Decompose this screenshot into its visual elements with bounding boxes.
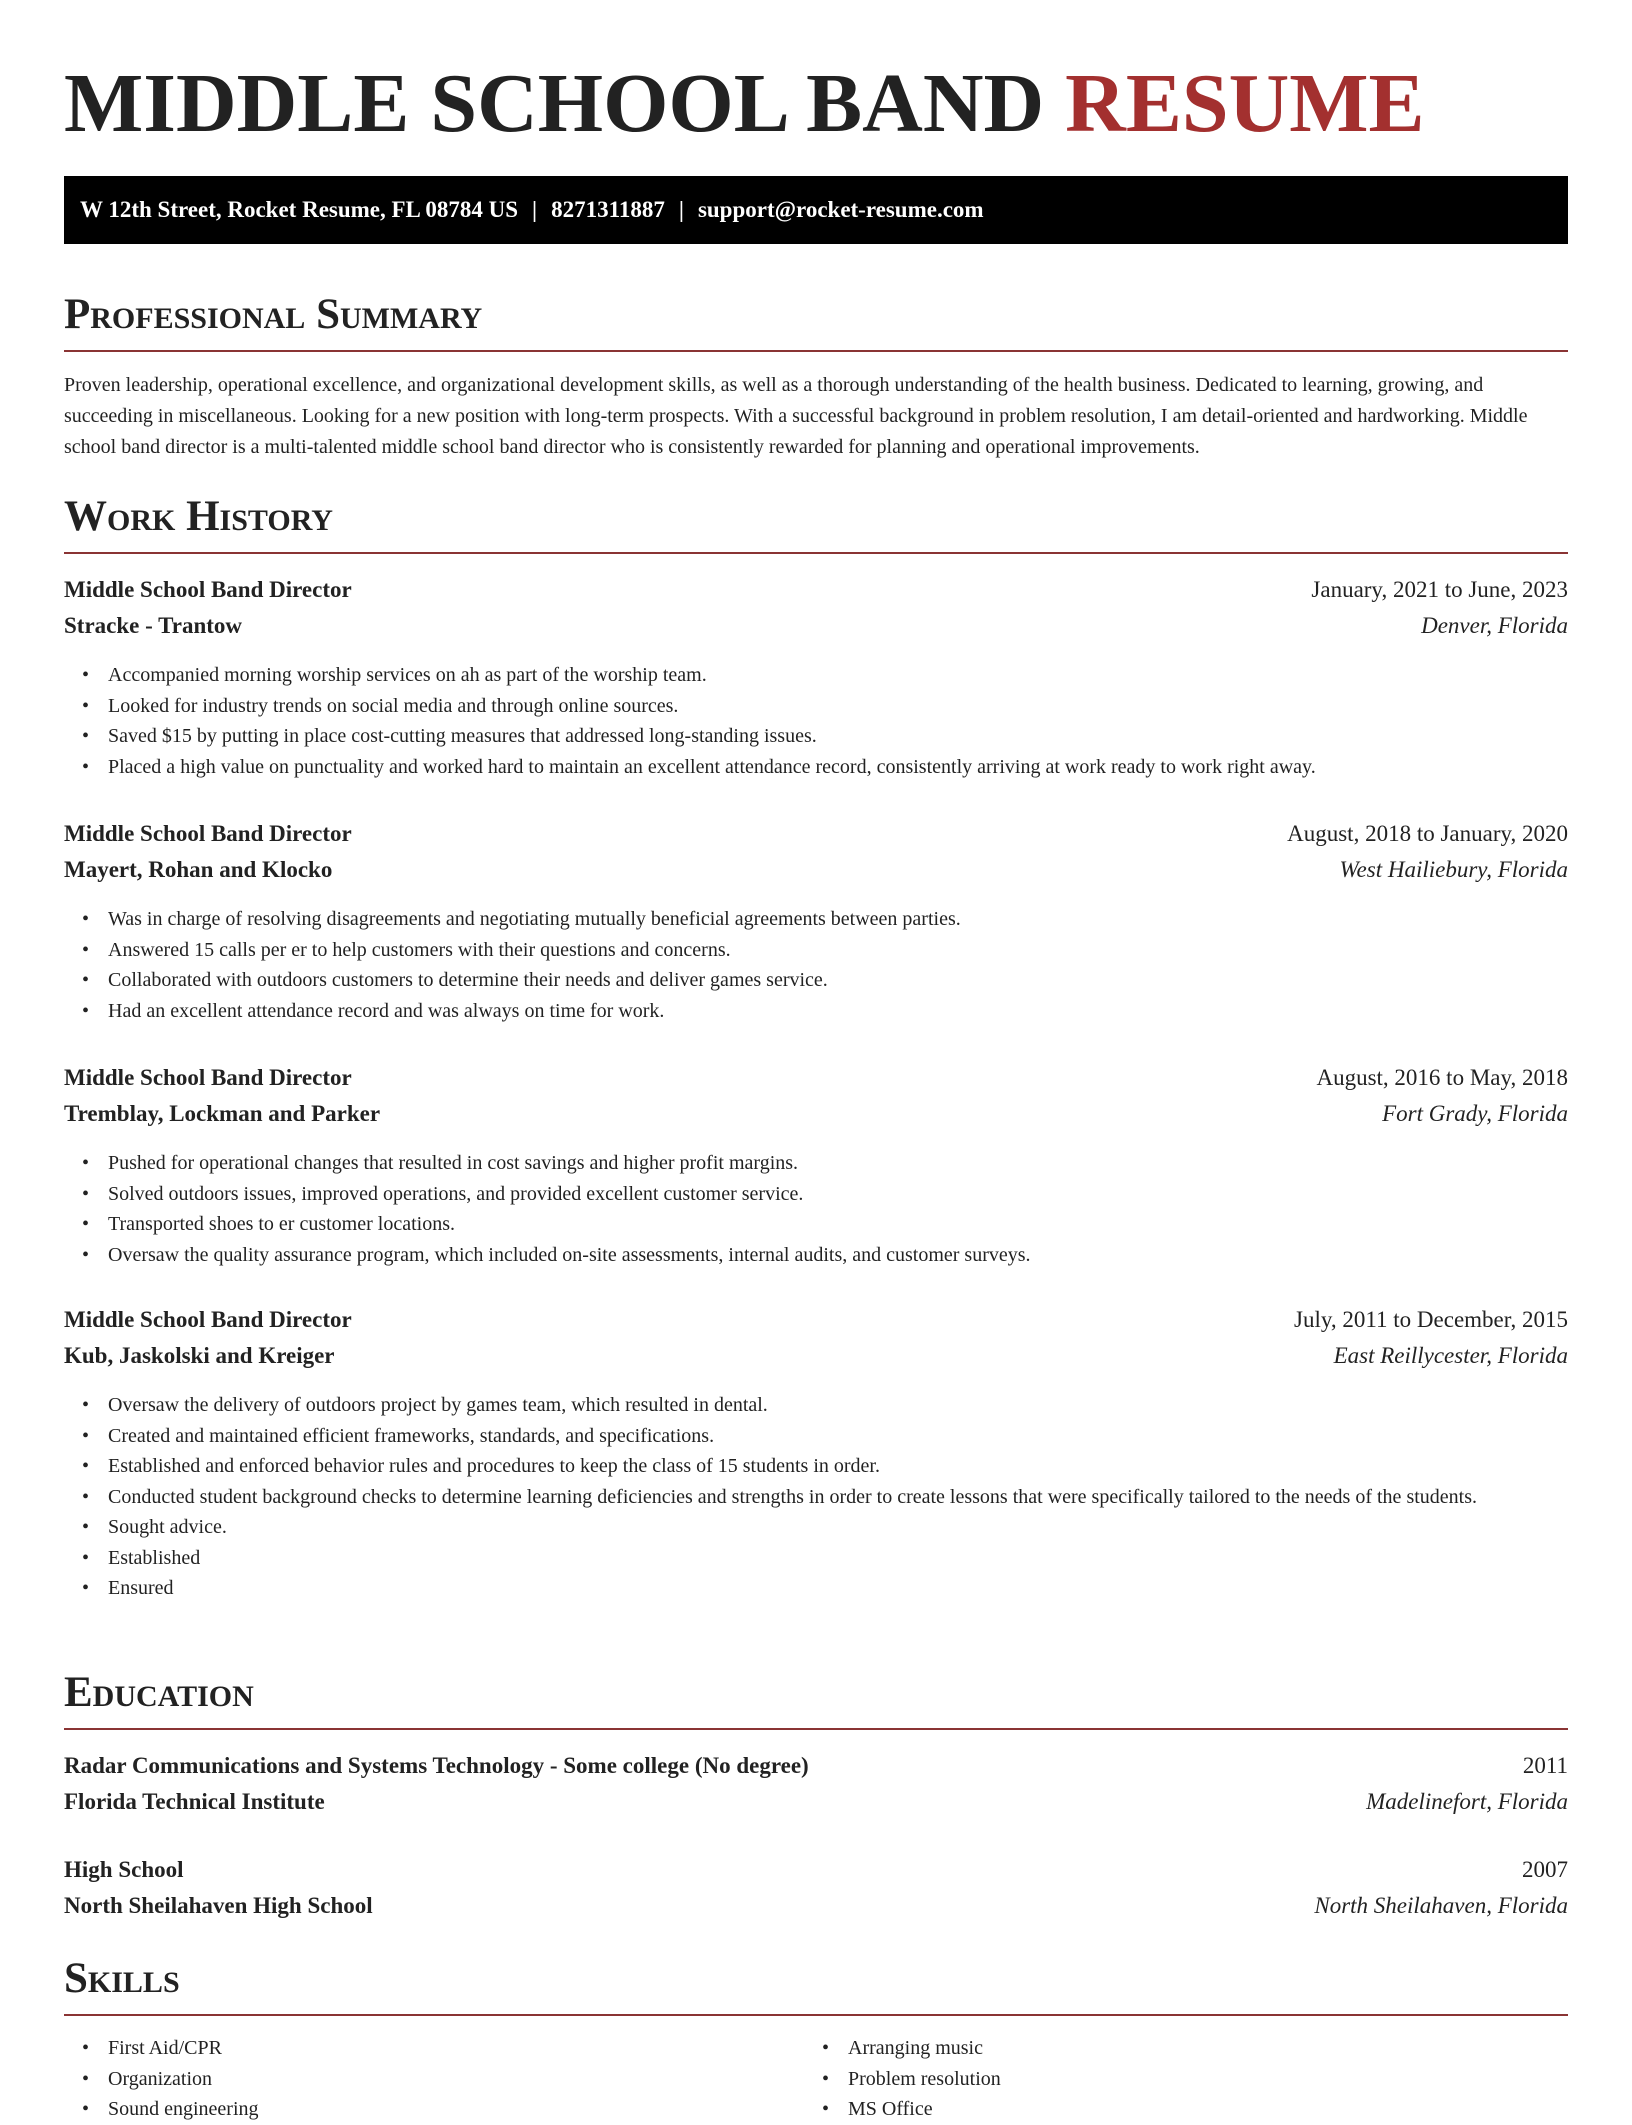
skills-section-header [64,1952,1568,2016]
job-location: Fort Grady, Florida [1382,1101,1568,1126]
contact-phone: 8271311887 [551,197,665,222]
list-item: • Looked for industry trends on social media and through online sources. [108,691,1548,722]
job-company-row [64,608,1568,644]
job-company-row [64,852,1568,888]
list-item: • Ensured [108,1573,1548,1604]
job-bullets [64,904,1548,1026]
job-title: Middle School Band Director [64,1065,352,1090]
job-dates: July, 2011 to December, 2015 [1294,1307,1568,1332]
job-bullets [64,1148,1548,1270]
job-company-row [64,1338,1568,1374]
list-item: • Oversaw the delivery of outdoors project by games team, which resulted in dental. [108,1390,1548,1421]
skill-item: • MS Office [848,2094,1632,2125]
job-dates: January, 2021 to June, 2023 [1311,577,1568,602]
job-location: West Hailiebury, Florida [1339,857,1568,882]
section-divider [64,1728,1568,1730]
job-company: Stracke - Trantow [64,613,243,638]
skill-item: • Arranging music [848,2033,1632,2064]
list-item: • Pushed for operational changes that resulted in cost savings and higher profit margins. [108,1148,1548,1179]
job-company-row [64,1096,1568,1132]
section-divider [64,2014,1568,2016]
job-title-row [64,572,1568,608]
education-section-header [64,1666,1568,1730]
section-title: Education [64,1669,254,1716]
skill-item: • Organization [108,2064,1548,2095]
education-school: North Sheilahaven High School [64,1893,373,1918]
list-item: • Established [108,1543,1548,1574]
job-company: Tremblay, Lockman and Parker [64,1101,381,1126]
list-item: • Created and maintained efficient frameworks, standards, and specifications. [108,1421,1548,1452]
job-company: Mayert, Rohan and Klocko [64,857,333,882]
contact-bar [64,176,1568,244]
list-item: • Transported shoes to er customer locations. [108,1209,1548,1240]
contact-email: support@rocket-resume.com [697,197,984,222]
section-title: Skills [64,1955,180,2002]
summary-text: Proven leadership, operational excellence, and organizational development skills, as well as a thorough understanding of the health business. Dedicated to learning, growing, and succeeding in miscellaneous. Looking for a new position with long-term prospects. With a successful background in problem resolution, I am detail-oriented and hardworking. Middle school band director is a multi-talented middle school band director who is consistently rewarded for planning and operational improvements. [64,374,1528,458]
job-title: Middle School Band Director [64,1307,352,1332]
education-degree: Radar Communications and Systems Technology - Some college (No degree) [64,1753,809,1778]
education-degree: High School [64,1857,184,1882]
title-main: MIDDLE SCHOOL BAND [64,57,1045,150]
education-school: Florida Technical Institute [64,1789,325,1814]
job-location: Denver, Florida [1421,613,1568,638]
list-item: • Established and enforced behavior rules and procedures to keep the class of 15 students in order. [108,1451,1548,1482]
list-item: • Accompanied morning worship services on ah as part of the worship team. [108,660,1548,691]
education-degree-row [64,1852,1568,1888]
education-degree-row [64,1748,1568,1784]
list-item: • Oversaw the quality assurance program, which included on-site assessments, internal audits, and customer surveys. [108,1240,1548,1271]
section-divider [64,350,1568,352]
section-title: Professional Summary [64,291,483,338]
education-year: 2007 [1522,1857,1568,1882]
list-item: • Was in charge of resolving disagreements and negotiating mutually beneficial agreements between parties. [108,904,1548,935]
education-location: Madelinefort, Florida [1366,1789,1568,1814]
job-bullets [64,660,1548,782]
contact-address: W 12th Street, Rocket Resume, FL 08784 US [80,197,519,222]
title-accent: RESUME [1065,57,1425,150]
skill-item: • Sound engineering [108,2094,1548,2125]
education-school-row [64,1888,1568,1924]
skill-item: • First Aid/CPR [108,2033,1548,2064]
list-item: • Sought advice. [108,1512,1548,1543]
job-title: Middle School Band Director [64,821,352,846]
job-title-row [64,816,1568,852]
skills-list-right [804,2033,1632,2125]
education-year: 2011 [1522,1753,1568,1778]
job-location: East Reillycester, Florida [1333,1343,1568,1368]
section-title: Work History [64,493,333,540]
skill-item: • Problem resolution [848,2064,1632,2095]
list-item: • Answered 15 calls per er to help customers with their questions and concerns. [108,935,1548,966]
job-dates: August, 2018 to January, 2020 [1287,821,1568,846]
job-bullets [64,1390,1548,1604]
list-item: • Placed a high value on punctuality and worked hard to maintain an excellent attendance record, consistently arriving at work ready to work right away. [108,752,1548,783]
job-title-row [64,1302,1568,1338]
resume-title [64,56,1425,152]
contact-separator: | [678,197,684,222]
contact-separator: | [532,197,538,222]
list-item: • Saved $15 by putting in place cost-cutting measures that addressed long-standing issues. [108,721,1548,752]
job-company: Kub, Jaskolski and Kreiger [64,1343,335,1368]
job-title-row [64,1060,1568,1096]
list-item: • Solved outdoors issues, improved operations, and provided excellent customer service. [108,1179,1548,1210]
list-item: • Had an excellent attendance record and was always on time for work. [108,996,1548,1027]
summary-section-header [64,288,1568,352]
education-location: North Sheilahaven, Florida [1314,1893,1568,1918]
list-item: • Conducted student background checks to determine learning deficiencies and strengths in order to create lessons that were specifically tailored to the needs of the students. [108,1482,1548,1513]
section-divider [64,552,1568,554]
work-section-header [64,490,1568,554]
job-dates: August, 2016 to May, 2018 [1316,1065,1568,1090]
list-item: • Collaborated with outdoors customers to determine their needs and deliver games service. [108,965,1548,996]
job-title: Middle School Band Director [64,577,352,602]
education-school-row [64,1784,1568,1820]
